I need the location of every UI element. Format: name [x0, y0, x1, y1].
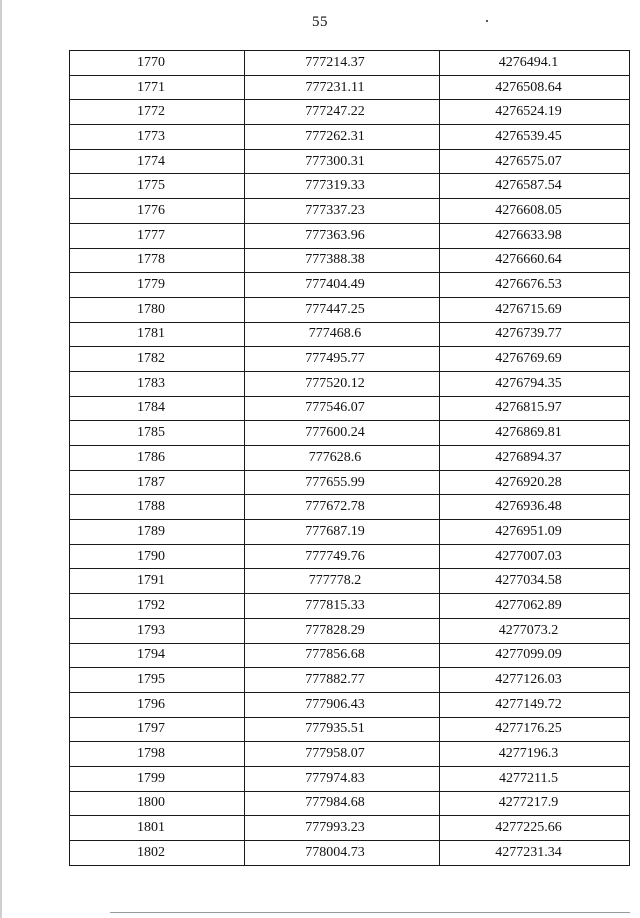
point-number-cell: 1786 [70, 446, 245, 471]
point-number-cell: 1785 [70, 421, 245, 446]
y-coordinate-cell: 4276920.28 [440, 470, 630, 495]
x-coordinate-cell: 777687.19 [245, 520, 440, 545]
point-number-cell: 1774 [70, 149, 245, 174]
point-number-cell: 1776 [70, 199, 245, 224]
point-number-cell: 1773 [70, 125, 245, 150]
table-row [70, 421, 630, 446]
x-coordinate-cell: 777546.07 [245, 396, 440, 421]
y-coordinate-cell: 4276794.35 [440, 371, 630, 396]
point-number-cell: 1779 [70, 273, 245, 298]
point-number-cell: 1798 [70, 742, 245, 767]
point-number-cell: 1781 [70, 322, 245, 347]
y-coordinate-cell: 4277149.72 [440, 692, 630, 717]
y-coordinate-cell: 4277231.34 [440, 841, 630, 866]
point-number-cell: 1800 [70, 791, 245, 816]
table-row [70, 692, 630, 717]
y-coordinate-cell: 4277196.3 [440, 742, 630, 767]
x-coordinate-cell: 777749.76 [245, 544, 440, 569]
table-row [70, 199, 630, 224]
y-coordinate-cell: 4277062.89 [440, 594, 630, 619]
y-coordinate-cell: 4276524.19 [440, 100, 630, 125]
point-number-cell: 1784 [70, 396, 245, 421]
x-coordinate-cell: 777363.96 [245, 223, 440, 248]
point-number-cell: 1793 [70, 618, 245, 643]
x-coordinate-cell: 777628.6 [245, 446, 440, 471]
table-row [70, 594, 630, 619]
y-coordinate-cell: 4276587.54 [440, 174, 630, 199]
point-number-cell: 1772 [70, 100, 245, 125]
y-coordinate-cell: 4277099.09 [440, 643, 630, 668]
table-row [70, 297, 630, 322]
x-coordinate-cell: 777655.99 [245, 470, 440, 495]
point-number-cell: 1780 [70, 297, 245, 322]
table-row [70, 223, 630, 248]
point-number-cell: 1778 [70, 248, 245, 273]
y-coordinate-cell: 4276676.53 [440, 273, 630, 298]
x-coordinate-cell: 777984.68 [245, 791, 440, 816]
x-coordinate-cell: 777337.23 [245, 199, 440, 224]
table-row [70, 495, 630, 520]
point-number-cell: 1791 [70, 569, 245, 594]
table-row [70, 742, 630, 767]
point-number-cell: 1795 [70, 668, 245, 693]
y-coordinate-cell: 4277034.58 [440, 569, 630, 594]
table-row [70, 618, 630, 643]
x-coordinate-cell: 777828.29 [245, 618, 440, 643]
x-coordinate-cell: 777993.23 [245, 816, 440, 841]
y-coordinate-cell: 4276660.64 [440, 248, 630, 273]
x-coordinate-cell: 777231.11 [245, 75, 440, 100]
y-coordinate-cell: 4276494.1 [440, 51, 630, 76]
table-row [70, 841, 630, 866]
y-coordinate-cell: 4277217.9 [440, 791, 630, 816]
point-number-cell: 1777 [70, 223, 245, 248]
table-row [70, 174, 630, 199]
table-row [70, 371, 630, 396]
table-row [70, 544, 630, 569]
table-row [70, 51, 630, 76]
x-coordinate-cell: 777300.31 [245, 149, 440, 174]
x-coordinate-cell: 777319.33 [245, 174, 440, 199]
table-row [70, 75, 630, 100]
table-row [70, 396, 630, 421]
y-coordinate-cell: 4276633.98 [440, 223, 630, 248]
y-coordinate-cell: 4276608.05 [440, 199, 630, 224]
x-coordinate-cell: 777600.24 [245, 421, 440, 446]
table-row [70, 347, 630, 372]
y-coordinate-cell: 4276769.69 [440, 347, 630, 372]
y-coordinate-cell: 4276715.69 [440, 297, 630, 322]
point-number-cell: 1789 [70, 520, 245, 545]
x-coordinate-cell: 777404.49 [245, 273, 440, 298]
point-number-cell: 1783 [70, 371, 245, 396]
point-number-cell: 1775 [70, 174, 245, 199]
point-number-cell: 1782 [70, 347, 245, 372]
point-number-cell: 1801 [70, 816, 245, 841]
point-number-cell: 1790 [70, 544, 245, 569]
point-number-cell: 1794 [70, 643, 245, 668]
y-coordinate-cell: 4276508.64 [440, 75, 630, 100]
y-coordinate-cell: 4277073.2 [440, 618, 630, 643]
table-row [70, 569, 630, 594]
x-coordinate-cell: 777974.83 [245, 766, 440, 791]
point-number-cell: 1771 [70, 75, 245, 100]
table-row [70, 125, 630, 150]
x-coordinate-cell: 777262.31 [245, 125, 440, 150]
table-row [70, 273, 630, 298]
y-coordinate-cell: 4276894.37 [440, 446, 630, 471]
x-coordinate-cell: 777520.12 [245, 371, 440, 396]
table-row [70, 470, 630, 495]
x-coordinate-cell: 777778.2 [245, 569, 440, 594]
table-row [70, 717, 630, 742]
table-row [70, 643, 630, 668]
x-coordinate-cell: 777815.33 [245, 594, 440, 619]
x-coordinate-cell: 777495.77 [245, 347, 440, 372]
x-coordinate-cell: 777958.07 [245, 742, 440, 767]
y-coordinate-cell: 4277007.03 [440, 544, 630, 569]
table-row [70, 322, 630, 347]
table-body [70, 51, 630, 866]
y-coordinate-cell: 4277211.5 [440, 766, 630, 791]
scan-edge-line [0, 0, 2, 918]
table-row [70, 766, 630, 791]
table-row [70, 446, 630, 471]
y-coordinate-cell: 4276575.07 [440, 149, 630, 174]
y-coordinate-cell: 4277126.03 [440, 668, 630, 693]
table-row [70, 149, 630, 174]
page-number: 55 [312, 14, 328, 30]
x-coordinate-cell: 777447.25 [245, 297, 440, 322]
point-number-cell: 1799 [70, 766, 245, 791]
scan-speck [486, 20, 488, 22]
point-number-cell: 1802 [70, 841, 245, 866]
y-coordinate-cell: 4276936.48 [440, 495, 630, 520]
x-coordinate-cell: 777856.68 [245, 643, 440, 668]
bottom-border-line [110, 912, 630, 913]
point-number-cell: 1796 [70, 692, 245, 717]
table-row [70, 100, 630, 125]
y-coordinate-cell: 4277225.66 [440, 816, 630, 841]
coordinates-table [69, 50, 630, 866]
y-coordinate-cell: 4277176.25 [440, 717, 630, 742]
point-number-cell: 1792 [70, 594, 245, 619]
y-coordinate-cell: 4276869.81 [440, 421, 630, 446]
point-number-cell: 1787 [70, 470, 245, 495]
y-coordinate-cell: 4276815.97 [440, 396, 630, 421]
x-coordinate-cell: 778004.73 [245, 841, 440, 866]
point-number-cell: 1770 [70, 51, 245, 76]
table-row [70, 520, 630, 545]
x-coordinate-cell: 777906.43 [245, 692, 440, 717]
point-number-cell: 1797 [70, 717, 245, 742]
table-row [70, 816, 630, 841]
x-coordinate-cell: 777935.51 [245, 717, 440, 742]
point-number-cell: 1788 [70, 495, 245, 520]
x-coordinate-cell: 777882.77 [245, 668, 440, 693]
x-coordinate-cell: 777468.6 [245, 322, 440, 347]
x-coordinate-cell: 777388.38 [245, 248, 440, 273]
table-row [70, 248, 630, 273]
x-coordinate-cell: 777247.22 [245, 100, 440, 125]
table-row [70, 668, 630, 693]
y-coordinate-cell: 4276739.77 [440, 322, 630, 347]
x-coordinate-cell: 777214.37 [245, 51, 440, 76]
x-coordinate-cell: 777672.78 [245, 495, 440, 520]
y-coordinate-cell: 4276951.09 [440, 520, 630, 545]
y-coordinate-cell: 4276539.45 [440, 125, 630, 150]
table-row [70, 791, 630, 816]
